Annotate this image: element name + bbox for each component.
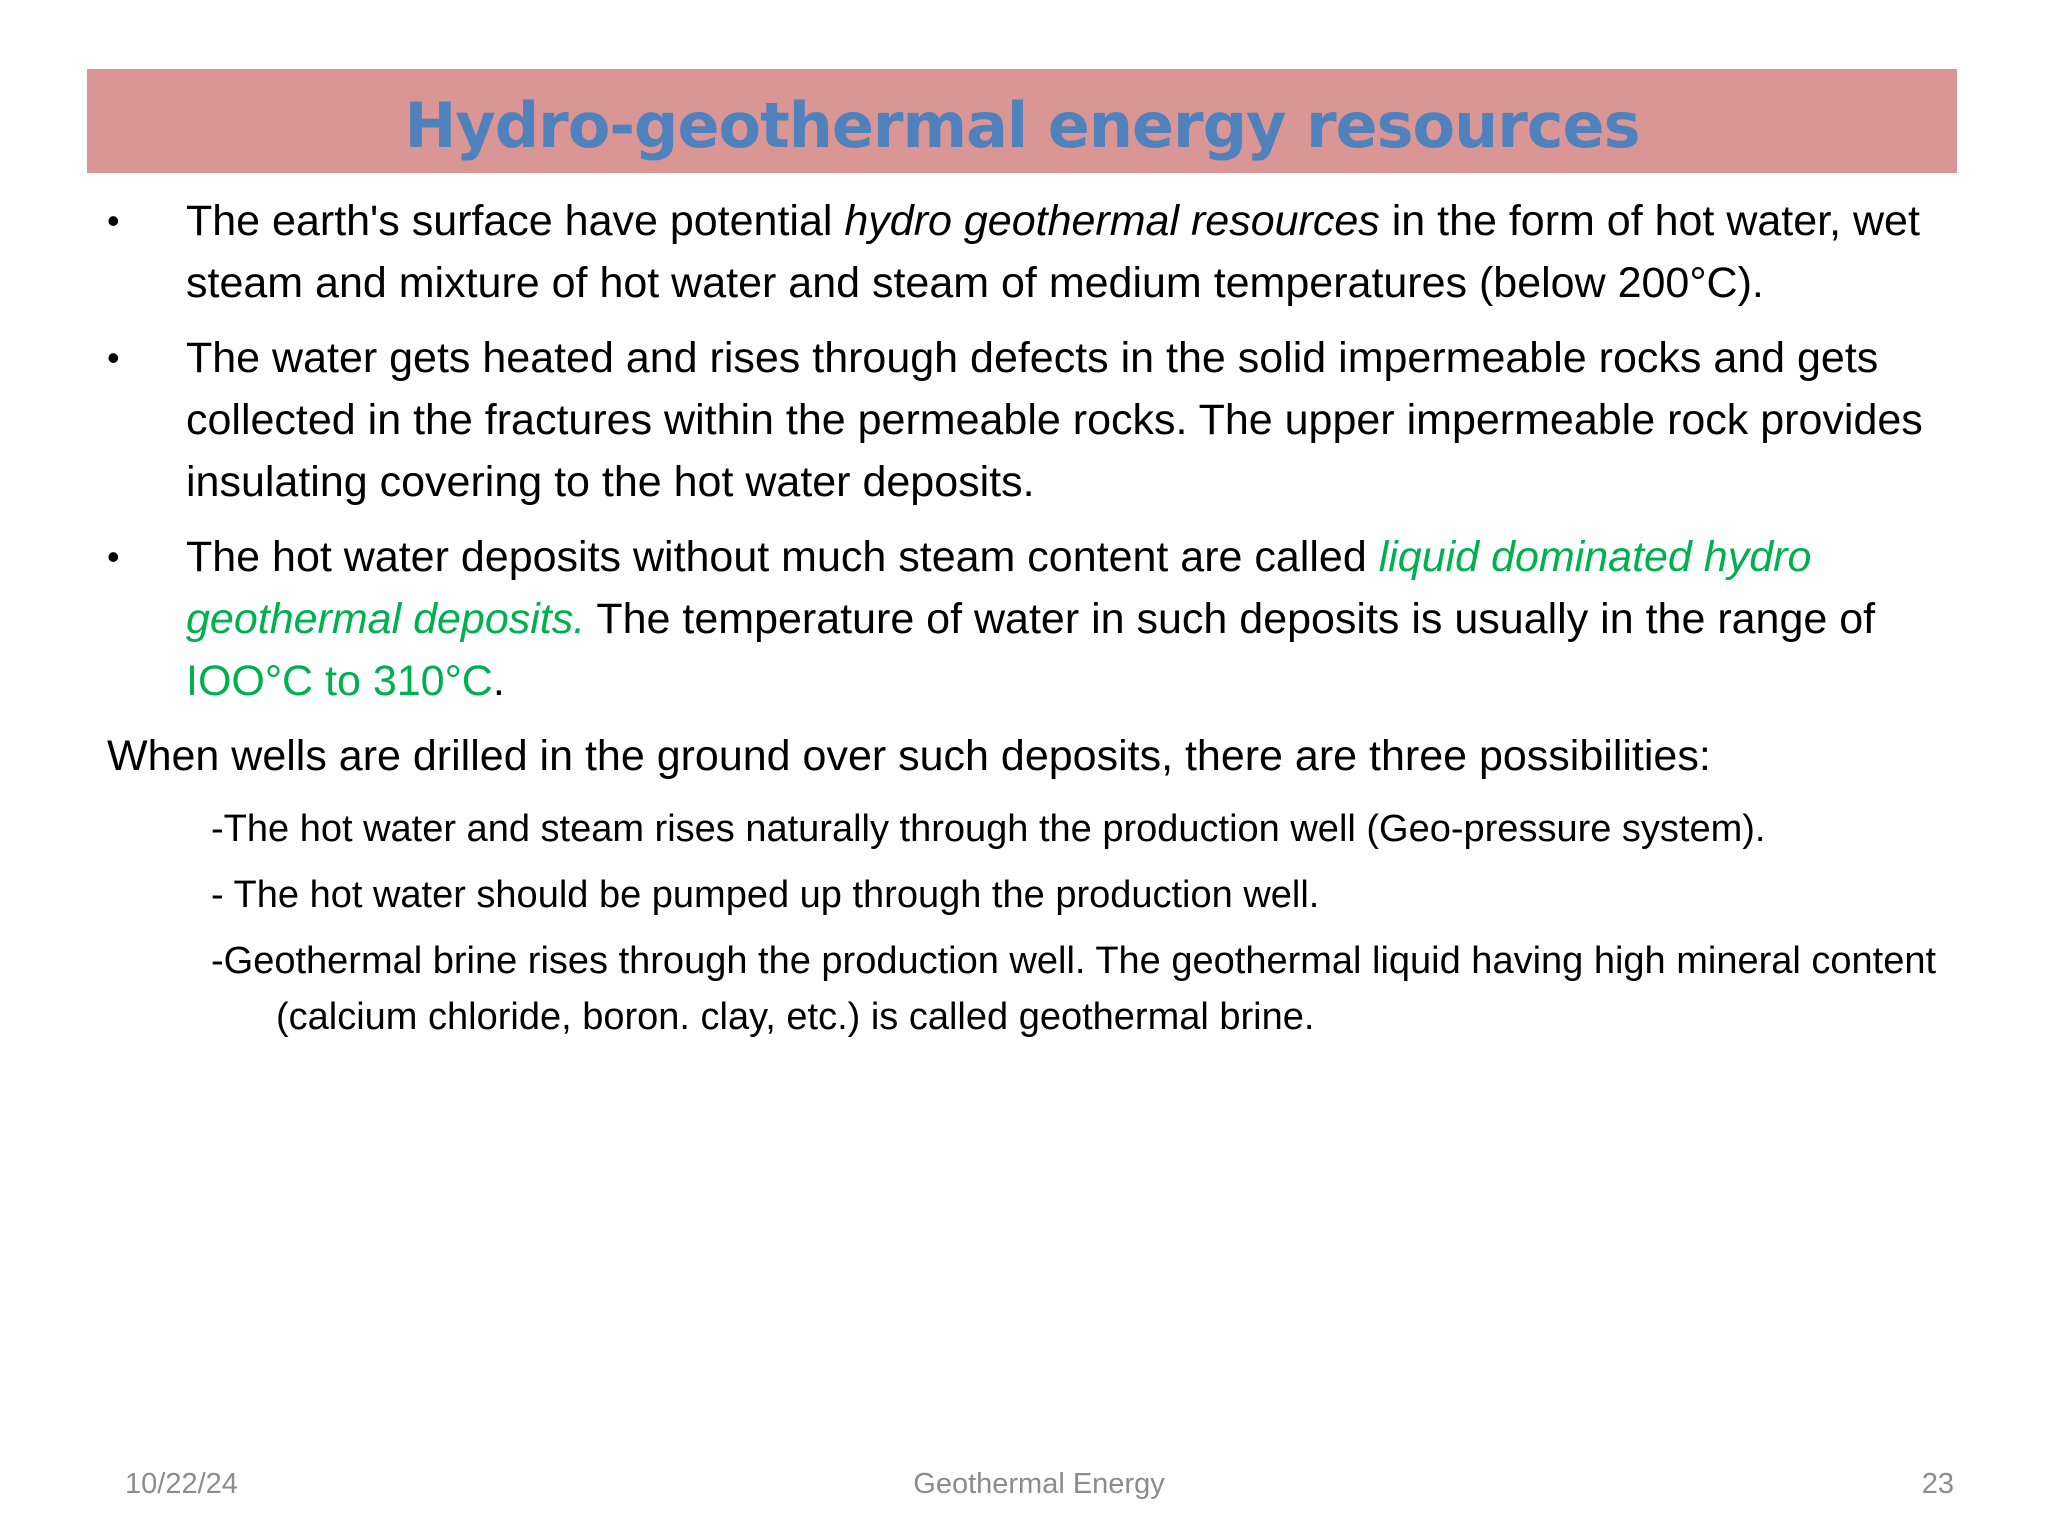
bullet-emphasis: hydro geothermal resources bbox=[844, 197, 1380, 245]
bullet-text: The hot water deposits without much steam content are called bbox=[186, 533, 1379, 581]
slide-title: Hydro-geothermal energy resources bbox=[404, 88, 1640, 162]
bullet-text: in the form of hot water, wet steam and mixture of hot water and steam of medium temperatures (below 200°C). bbox=[186, 197, 1920, 307]
bullet-dot-icon: • bbox=[107, 337, 120, 378]
possibility-item: - The hot water should be pumped up through the production well. bbox=[211, 874, 1320, 916]
title-band bbox=[87, 69, 1957, 173]
bullet-text: The earth's surface have potential bbox=[186, 197, 845, 245]
page-number: 23 bbox=[1921, 1468, 1954, 1500]
bullet-dot-icon: • bbox=[107, 536, 120, 577]
footer-date: 10/22/24 bbox=[125, 1468, 238, 1500]
bullet-dot-icon: • bbox=[107, 200, 120, 241]
bullet-text: The water gets heated and rises through defects in the solid impermeable rocks and gets collected in the fractures within the permeable rocks. The upper impermeable rock provides insulating covering to the hot water deposits. bbox=[186, 334, 1923, 506]
footer-title: Geothermal Energy bbox=[913, 1468, 1165, 1500]
bullet-item bbox=[107, 327, 1937, 513]
bullet-highlight: liquid dominated hydro geothermal deposits. bbox=[186, 533, 1812, 643]
bullet-text: The temperature of water in such deposits is usually in the range of bbox=[585, 595, 1876, 643]
slide-body bbox=[107, 190, 1937, 1055]
intro-line: When wells are drilled in the ground over such deposits, there are three possibilities: bbox=[107, 732, 1711, 780]
temperature-range: IOO°C to 310°C bbox=[186, 657, 493, 705]
bullet-item bbox=[107, 526, 1937, 712]
possibility-item: -The hot water and steam rises naturally through the production well (Geo-pressure system). bbox=[211, 808, 1766, 850]
bullet-item bbox=[107, 190, 1937, 314]
bullet-text: . bbox=[492, 657, 505, 705]
possibility-item: -Geothermal brine rises through the production well. The geothermal liquid having high mineral content (calcium chloride, boron. clay, etc.) is called geothermal brine. bbox=[211, 940, 1937, 1038]
